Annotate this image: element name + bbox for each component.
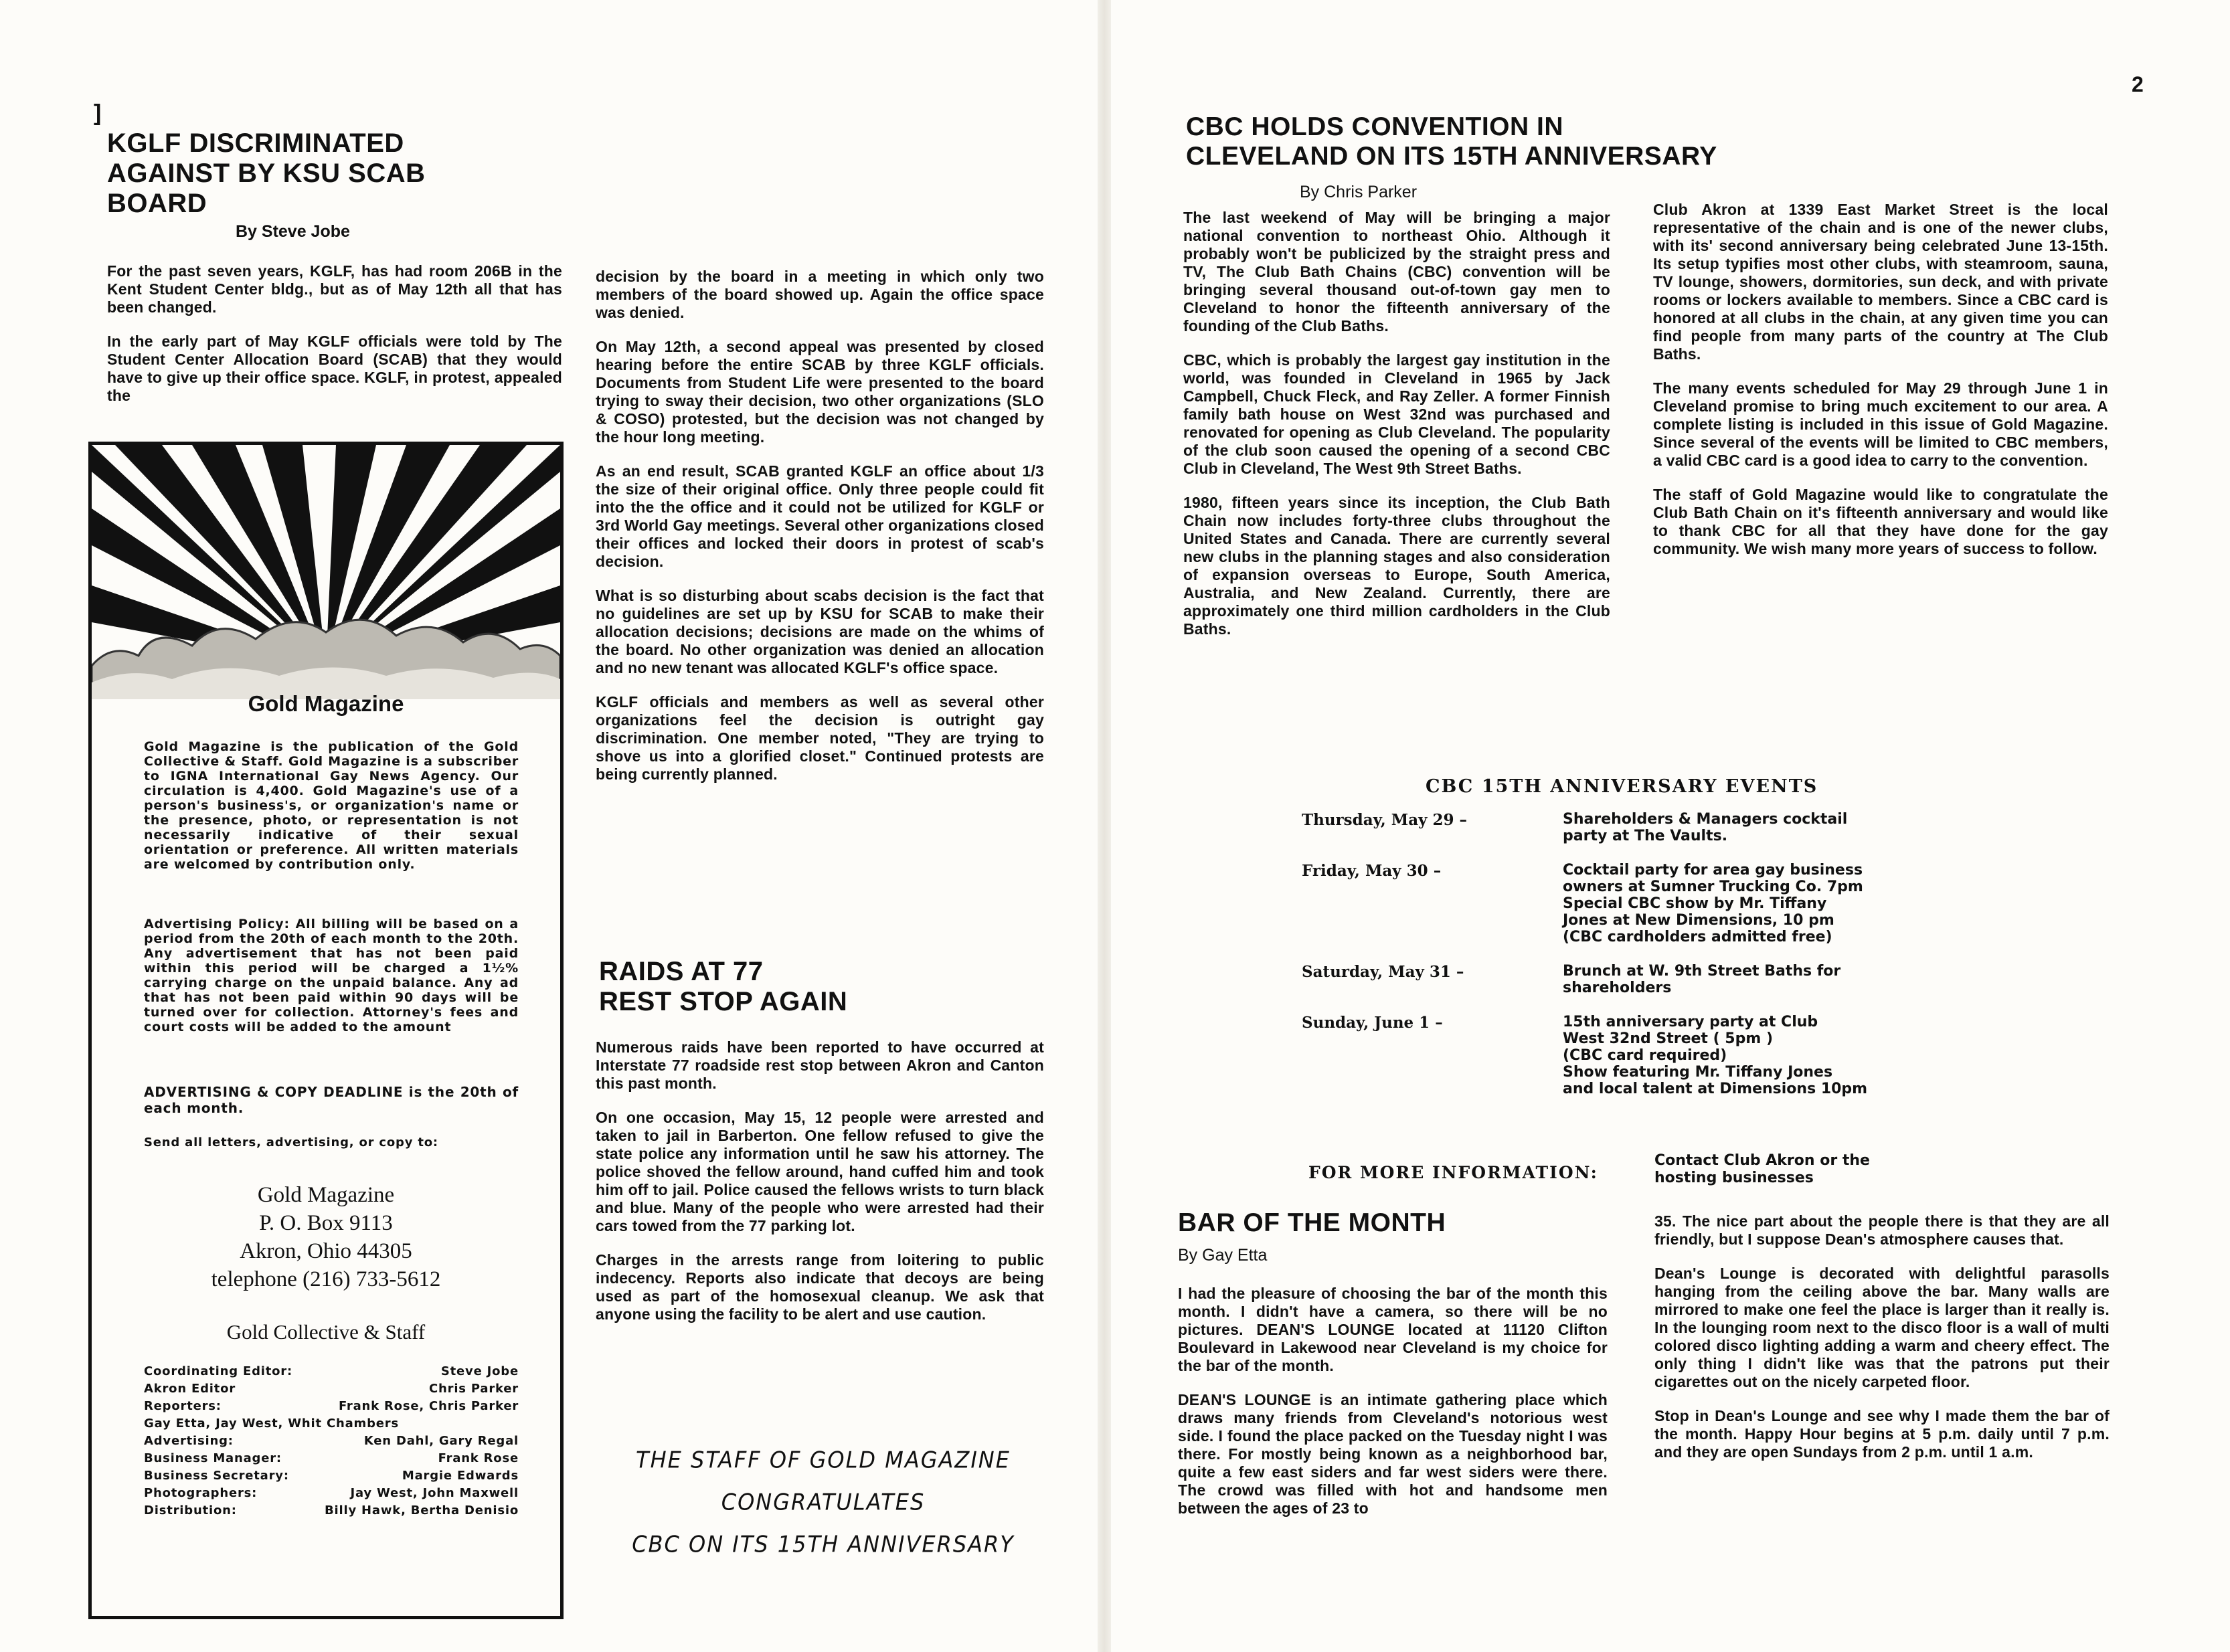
raids-headline-line: RAIDS AT 77 [599, 957, 764, 986]
staff-name: Ken Dahl, Gary Regal [363, 1434, 519, 1448]
event-day: Friday, May 30 – [1302, 862, 1442, 880]
kglf-headline-line: AGAINST BY KSU SCAB [107, 158, 426, 188]
event-line: Brunch at W. 9th Street Baths for [1563, 963, 1841, 980]
staff-role: Distribution: [144, 1503, 237, 1518]
staff-row [144, 1415, 519, 1433]
corner-mark: ] [94, 100, 102, 126]
event-line: party at The Vaults. [1563, 828, 1728, 844]
cbc-paragraph: CBC, which is probably the largest gay institution in the world, was founded in Cleveland in 1965 by Jack Campbell, Chuck Fleck, and Ray Zeller. A former Finnish family bath house on West 32nd was purchased and renovated for opening as Club Cleveland. The popularity of the club soon caused the opening of a second CBC Club in Cleveland, The West 9th Street Baths. [1183, 351, 1610, 477]
events-heading: CBC 15TH ANNIVERSARY EVENTS [1426, 776, 1818, 797]
cbc-byline: By Chris Parker [1300, 183, 1418, 201]
more-info-line: Contact Club Akron or the [1654, 1152, 1870, 1169]
cbc-headline-line: CBC HOLDS CONVENTION IN [1186, 112, 1564, 141]
copy-deadline: ADVERTISING & COPY DEADLINE is the 20th of each month. [144, 1084, 519, 1116]
address-line: Akron, Ohio 44305 [240, 1239, 412, 1263]
kglf-paragraph: KGLF officials and members as well as several other organizations feel the decision is outright gay discrimination. One member noted, "They are trying to shove us into a glorified closet." Continued protests are being currently planned. [596, 693, 1044, 783]
kglf-headline-line: BOARD [107, 188, 207, 218]
event-line: (CBC card required) [1563, 1047, 1727, 1064]
kglf-paragraph: On May 12th, a second appeal was presented by closed hearing before the entire SCAB by three KGLF officials. Documents from Student Life were presented to the board trying to sway their decision, two other organizations (SLO & COSO) protested, but the decision was not changed by the hour long meeting. [596, 338, 1044, 446]
staff-name: Chris Parker [429, 1382, 519, 1396]
staff-name: Steve Jobe [440, 1364, 519, 1378]
staff-row [144, 1433, 519, 1450]
staff-role: Coordinating Editor: [144, 1364, 292, 1378]
event-day: Saturday, May 31 – [1302, 963, 1464, 981]
staff-role: Gay Etta, Jay West, Whit Chambers [144, 1416, 399, 1431]
bar-column-2 [1654, 1212, 2110, 1477]
event-line: shareholders [1563, 980, 1672, 996]
staff-role: Business Secretary: [144, 1469, 289, 1483]
left-page [0, 0, 1098, 1652]
staff-row [144, 1467, 519, 1485]
raids-headline [599, 957, 847, 1017]
event-item [1302, 963, 2058, 996]
staff-row [144, 1450, 519, 1467]
staff-heading: Gold Collective & Staff [226, 1320, 426, 1344]
staff-role: Advertising: [144, 1434, 234, 1448]
more-info-label: FOR MORE INFORMATION: [1308, 1163, 1598, 1182]
gold-magazine-about: Gold Magazine is the publication of the Gold Collective & Staff. Gold Magazine is a subscriber to IGNA International Gay News Agency. Our circulation is 4,400. Gold Magazine's use of a person's business's, or organization's name or the presence, photo, or representation is not necessarily indicative of their sexual orientation or preference. All written materials are welcomed by contribution only. [144, 739, 519, 872]
congrats-line: CBC ON ITS 15TH ANNIVERSARY [632, 1531, 1015, 1558]
staff-name: Jay West, John Maxwell [350, 1486, 519, 1500]
cbc-headline-line: CLEVELAND ON ITS 15TH ANNIVERSARY [1186, 141, 1717, 171]
cbc-paragraph: The many events scheduled for May 29 through June 1 in Cleveland promise to bring much excitement to our area. A complete listing is included in this issue of Gold Magazine. Since several of the events will be limited to CBC members, a valid CBC card is a good idea to carry to the convention. [1653, 379, 2108, 469]
kglf-headline-line: KGLF DISCRIMINATED [107, 128, 404, 158]
advertising-policy: Advertising Policy: All billing will be based on a period from the 20th of each month to the 20th. Any advertisement that has not been paid within this period will be charged a 1½% carrying charge on the unpaid balance. Any ad that has not been paid within 90 days will be turned over for collection. Attorney's fees and court costs will be added to the amount [144, 917, 519, 1034]
raids-paragraph: Numerous raids have been reported to have occurred at Interstate 77 roadside rest stop between Akron and Canton this past month. [596, 1038, 1044, 1092]
staff-list [144, 1363, 519, 1520]
staff-role: Akron Editor [144, 1382, 236, 1396]
staff-name: Margie Edwards [402, 1469, 519, 1483]
event-line: Special CBC show by Mr. Tiffany [1563, 895, 1827, 912]
cbc-paragraph: The last weekend of May will be bringing a major national convention to northeast Ohio. Although it probably won't be publicized by the straight press and TV, The Club Bath Chains (CBC) convention will be bringing several thousand out-of-town gay men to Cleveland to honor the fifteenth anniversary of the founding of the Club Baths. [1183, 209, 1610, 335]
kglf-headline [107, 128, 425, 218]
kglf-paragraph: For the past seven years, KGLF, has had room 206B in the Kent Student Center bldg., but as of May 12th all that has been changed. [107, 262, 562, 316]
congrats-line: CONGRATULATES [721, 1489, 926, 1516]
event-description [1563, 1014, 2058, 1097]
event-description [1563, 963, 2058, 996]
bar-column-1 [1178, 1285, 1608, 1534]
staff-row [144, 1363, 519, 1380]
congrats-line: THE STAFF OF GOLD MAGAZINE [636, 1447, 1011, 1473]
bar-paragraph: DEAN'S LOUNGE is an intimate gathering place which draws many friends from Cleveland's notorious west side. I found the place packed on the Tuesday night I was there. For mostly being known as a neighborhood bar, quite a few east siders and far west siders were there. The crowd was filled with hot and handsome men between the ages of 23 to [1178, 1391, 1608, 1517]
staff-row [144, 1502, 519, 1520]
right-page [1111, 0, 2230, 1652]
event-description [1563, 862, 2058, 945]
raids-paragraph: Charges in the arrests range from loitering to public indecency. Reports also indicate that decoys are being used as part of the homosexual cleanup. We ask that anyone using the facility to be alert and use caution. [596, 1251, 1044, 1323]
bar-byline: By Gay Etta [1178, 1246, 1268, 1265]
page-number: 2 [2132, 72, 2144, 96]
event-day: Thursday, May 29 – [1302, 811, 1468, 829]
kglf-paragraph: As an end result, SCAB granted KGLF an office about 1/3 the size of their original office. Only three people could fit into the the office and it could not be utilized for KGLF or 3rd World Gay meetings. Several other organizations closed their offices and locked their doors in protest of scab's decision. [596, 462, 1044, 570]
kglf-column-1 [107, 262, 562, 421]
congratulations-notice [596, 1439, 1051, 1566]
page-gutter [1098, 0, 1111, 1652]
event-item [1302, 862, 2058, 945]
address-line: telephone (216) 733-5612 [211, 1267, 441, 1291]
event-day: Sunday, June 1 – [1302, 1014, 1443, 1032]
raids-headline-line: REST STOP AGAIN [599, 986, 848, 1016]
sunburst-cloud-illustration [92, 445, 560, 699]
cbc-column-2 [1653, 201, 2108, 574]
kglf-column-2 [596, 268, 1044, 800]
event-line: Cocktail party for area gay business [1563, 862, 1863, 879]
event-line: and local talent at Dimensions 10pm [1563, 1081, 1868, 1097]
raids-article [596, 1038, 1044, 1340]
kglf-paragraph: decision by the board in a meeting in which only two members of the board showed up. Again the office space was denied. [596, 268, 1044, 321]
event-line: Shareholders & Managers cocktail [1563, 811, 1848, 828]
kglf-byline: By Steve Jobe [236, 222, 350, 241]
staff-row [144, 1398, 519, 1415]
events-list [1302, 811, 2058, 1115]
staff-role: Reporters: [144, 1399, 222, 1413]
cbc-headline [1186, 112, 1717, 171]
address-line: P. O. Box 9113 [259, 1211, 393, 1235]
event-line: 15th anniversary party at Club [1563, 1014, 1818, 1030]
more-info-line: hosting businesses [1654, 1170, 1814, 1186]
kglf-paragraph: What is so disturbing about scabs decision is the fact that no guidelines are set up by KSU for SCAB to make their allocation decisions; decisions are made on the whims of the board. No other organization was denied an allocation and no new tenant was allocated KGLF's office space. [596, 587, 1044, 676]
staff-name: Frank Rose [438, 1451, 519, 1465]
staff-row [144, 1380, 519, 1398]
staff-name: Billy Hawk, Bertha Denisio [325, 1503, 519, 1518]
event-line: Jones at New Dimensions, 10 pm [1563, 912, 1834, 929]
bar-paragraph: Dean's Lounge is decorated with delightful parasolls hanging from the ceiling above the bar. Many walls are mirrored to make one feel the place is larger than it really is. In the lounging room next to the disco floor is a wall of multi colored disco lighting adding a warm and cheery effect. The only thing I didn't like was that the patrons put their cigarettes out on the nicely carpeted floor. [1654, 1265, 2110, 1390]
gold-magazine-title: Gold Magazine [248, 691, 404, 716]
raids-paragraph: On one occasion, May 15, 12 people were arrested and taken to jail in Barberton. One fellow refused to give the state police any information until he saw his attorney. The police shoved the fellow around, hand cuffed him and took him off to jail. Police caused the fellows wrists to turn black and blue. Many of the people who were arrested had their cars towed from the 77 parking lot. [596, 1109, 1044, 1234]
event-description [1563, 811, 2058, 844]
more-info-text [1654, 1152, 1870, 1187]
send-to-line: Send all letters, advertising, or copy to: [144, 1135, 438, 1150]
bar-paragraph: Stop in Dean's Lounge and see why I made them the bar of the month. Happy Hour begins at 5 p.m. daily until 7 p.m. and they are open Sundays from 2 p.m. until 1 a.m. [1654, 1407, 2110, 1461]
cbc-paragraph: The staff of Gold Magazine would like to congratulate the Club Bath Chain on it's fifteenth anniversary and would like to thank CBC for all that they have done for the gay community. We wish many more years of success to follow. [1653, 486, 2108, 557]
mailing-address [92, 1181, 560, 1293]
bar-paragraph: 35. The nice part about the people there is that they are all friendly, but I suppose Dean's atmosphere causes that. [1654, 1212, 2110, 1248]
bar-headline: BAR OF THE MONTH [1178, 1208, 1446, 1237]
staff-role: Business Manager: [144, 1451, 282, 1465]
gold-magazine-masthead-box [88, 442, 564, 1619]
cbc-paragraph: Club Akron at 1339 East Market Street is the local representative of the chain and is one of the newer clubs, with its' second anniversary being celebrated June 13-15th. Its setup typifies most other clubs, with steamroom, sauna, TV lounge, showers, dormitories, sun deck, and with private rooms or lockers available to members. Since a CBC card is honored at all clubs in the chain, at any given time you can find people from many parts of the country at The Club Baths. [1653, 201, 2108, 363]
bar-paragraph: I had the pleasure of choosing the bar of the month this month. I didn't have a camera, so there will be no pictures. DEAN'S LOUNGE located at 11120 Clifton Boulevard in Lakewood near Cleveland is my choice for the bar of the month. [1178, 1285, 1608, 1374]
staff-role: Photographers: [144, 1486, 258, 1500]
event-line: West 32nd Street ( 5pm ) [1563, 1030, 1773, 1047]
address-line: Gold Magazine [257, 1183, 395, 1207]
event-line: Show featuring Mr. Tiffany Jones [1563, 1064, 1833, 1081]
staff-name: Frank Rose, Chris Parker [338, 1399, 519, 1413]
event-line: owners at Sumner Trucking Co. 7pm [1563, 879, 1863, 895]
event-line: (CBC cardholders admitted free) [1563, 929, 1832, 945]
staff-row [144, 1485, 519, 1502]
event-item [1302, 1014, 2058, 1097]
cbc-paragraph: 1980, fifteen years since its inception, the Club Bath Chain now includes forty-three clubs throughout the United States and Canada. There are currently several new clubs in the planning stages and also consideration of expansion overseas to Europe, South America, Australia, and New Zealand. Currently, there are approximately one third million cardholders in the Club Baths. [1183, 494, 1610, 638]
event-item [1302, 811, 2058, 844]
cbc-column-1 [1183, 209, 1610, 654]
kglf-paragraph: In the early part of May KGLF officials were told by The Student Center Allocation Board (SCAB) that they would have to give up their office space. KGLF, in protest, appealed the [107, 333, 562, 404]
